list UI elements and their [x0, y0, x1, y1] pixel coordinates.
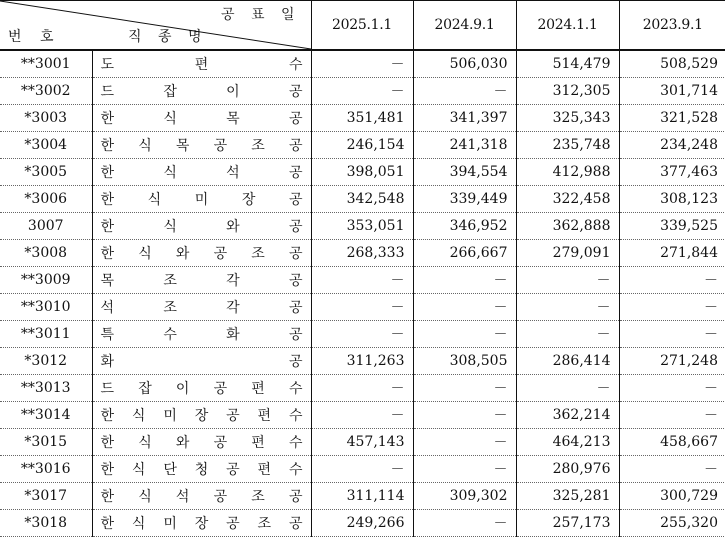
wage-value: － [311, 78, 413, 105]
job-name-text: 한 식 와 공 [100, 219, 303, 235]
wage-value: 246,154 [311, 132, 413, 159]
job-name-text: 드 잡 이 공 편 수 [100, 381, 303, 397]
wage-value: 508,529 [619, 50, 725, 78]
table-row [0, 321, 725, 348]
job-name-text: 한 식 석 공 조 공 [100, 489, 303, 505]
table-row [0, 375, 725, 402]
job-name-text: 도 편 수 [100, 57, 303, 73]
job-code: *3015 [0, 429, 92, 456]
wage-value: 271,248 [619, 348, 725, 375]
job-code: *3004 [0, 132, 92, 159]
job-name [92, 267, 311, 294]
table-row [0, 294, 725, 321]
wage-value: 235,748 [516, 132, 619, 159]
wage-value: － [311, 375, 413, 402]
wage-value: 351,481 [311, 105, 413, 132]
wage-value: 322,458 [516, 186, 619, 213]
wage-value: 325,281 [516, 483, 619, 510]
job-name [92, 483, 311, 510]
wage-value: 412,988 [516, 159, 619, 186]
job-code: *3018 [0, 510, 92, 537]
job-name-text: 석 조 각 공 [100, 300, 303, 316]
wage-value: 362,214 [516, 402, 619, 429]
job-code: **3014 [0, 402, 92, 429]
table-body [0, 50, 725, 537]
wage-value: 353,051 [311, 213, 413, 240]
wage-value: 325,343 [516, 105, 619, 132]
wage-value: － [311, 456, 413, 483]
job-code: **3016 [0, 456, 92, 483]
job-name [92, 186, 311, 213]
table-row [0, 78, 725, 105]
wage-value: 309,302 [413, 483, 516, 510]
table-row [0, 402, 725, 429]
wage-value: － [311, 321, 413, 348]
wage-value: － [413, 78, 516, 105]
wage-value: 339,449 [413, 186, 516, 213]
job-name-text: 한 식 목 공 조 공 [100, 138, 303, 154]
wage-value: － [413, 510, 516, 537]
job-name-text: 한 식 미 장 공 편 수 [100, 408, 303, 424]
table-row [0, 348, 725, 375]
job-name-text: 한 식 석 공 [100, 165, 303, 181]
job-code: **3009 [0, 267, 92, 294]
wage-value: － [516, 267, 619, 294]
table-row [0, 240, 725, 267]
date-header: 2024.1.1 [516, 0, 619, 50]
wage-value: － [311, 267, 413, 294]
job-code: **3013 [0, 375, 92, 402]
job-name [92, 50, 311, 78]
job-name-text: 한 식 와 공 조 공 [100, 246, 303, 262]
table-row [0, 510, 725, 537]
job-name [92, 294, 311, 321]
wage-value: 321,528 [619, 105, 725, 132]
job-code: **3011 [0, 321, 92, 348]
wage-value: 506,030 [413, 50, 516, 78]
wage-value: 301,714 [619, 78, 725, 105]
table-row [0, 213, 725, 240]
job-name-text: 한 식 미 장 공 조 공 [100, 516, 303, 532]
wage-value: 241,318 [413, 132, 516, 159]
job-name [92, 348, 311, 375]
wage-value: 346,952 [413, 213, 516, 240]
wage-value: 268,333 [311, 240, 413, 267]
wage-value: － [516, 294, 619, 321]
wage-value: 300,729 [619, 483, 725, 510]
corner-label-job: 직 종 명 [128, 29, 208, 45]
header-row [0, 0, 725, 50]
wage-value: － [413, 402, 516, 429]
job-code: *3017 [0, 483, 92, 510]
wage-value: 362,888 [516, 213, 619, 240]
job-name [92, 510, 311, 537]
date-header: 2023.9.1 [619, 0, 725, 50]
job-name [92, 105, 311, 132]
wage-value: － [619, 321, 725, 348]
table-row [0, 50, 725, 78]
job-code: *3003 [0, 105, 92, 132]
job-name-text: 한 식 단 청 공 편 수 [100, 462, 303, 478]
corner-header [0, 0, 311, 50]
job-code: **3010 [0, 294, 92, 321]
job-code: **3001 [0, 50, 92, 78]
job-code: *3008 [0, 240, 92, 267]
wage-value: 342,548 [311, 186, 413, 213]
wage-value: － [413, 375, 516, 402]
wage-value: 255,320 [619, 510, 725, 537]
corner-label-number: 번 호 [8, 29, 61, 45]
wage-value: － [413, 267, 516, 294]
table-row [0, 429, 725, 456]
wage-value: 308,505 [413, 348, 516, 375]
wage-value: － [619, 294, 725, 321]
job-name [92, 78, 311, 105]
job-name-text: 한 식 목 공 [100, 111, 303, 127]
wage-value: － [516, 321, 619, 348]
job-name-text: 드 잡 이 공 [100, 84, 303, 100]
wage-value: 249,266 [311, 510, 413, 537]
wage-value: 308,123 [619, 186, 725, 213]
wage-value: － [311, 402, 413, 429]
job-name [92, 402, 311, 429]
wage-value: 339,525 [619, 213, 725, 240]
job-code: *3006 [0, 186, 92, 213]
wage-value: 377,463 [619, 159, 725, 186]
wage-value: － [619, 456, 725, 483]
table-row [0, 105, 725, 132]
wage-value: 457,143 [311, 429, 413, 456]
wage-value: － [413, 321, 516, 348]
table-row [0, 483, 725, 510]
wage-value: － [311, 294, 413, 321]
wage-value: 257,173 [516, 510, 619, 537]
job-name-text: 화 공 [100, 354, 303, 370]
wage-value: 286,414 [516, 348, 619, 375]
wage-value: － [413, 294, 516, 321]
job-code: *3012 [0, 348, 92, 375]
table-row [0, 456, 725, 483]
wage-value: 280,976 [516, 456, 619, 483]
wage-value: 464,213 [516, 429, 619, 456]
job-name [92, 429, 311, 456]
job-name [92, 159, 311, 186]
wage-value: 266,667 [413, 240, 516, 267]
job-name-text: 한 식 미 장 공 [100, 192, 303, 208]
wage-value: 398,051 [311, 159, 413, 186]
wage-value: 271,844 [619, 240, 725, 267]
job-code: 3007 [0, 213, 92, 240]
wage-value: － [413, 456, 516, 483]
corner-label-date: 공 표 일 [221, 7, 301, 23]
job-name [92, 213, 311, 240]
wage-value: － [516, 375, 619, 402]
wage-value: 341,397 [413, 105, 516, 132]
wage-value: － [619, 375, 725, 402]
wage-value: 458,667 [619, 429, 725, 456]
wage-value: 234,248 [619, 132, 725, 159]
wage-value: － [619, 267, 725, 294]
wage-value: 311,114 [311, 483, 413, 510]
job-name [92, 240, 311, 267]
table-row [0, 132, 725, 159]
wage-value: － [311, 50, 413, 78]
job-name [92, 132, 311, 159]
date-header: 2025.1.1 [311, 0, 413, 50]
wage-value: － [413, 429, 516, 456]
wage-value: 279,091 [516, 240, 619, 267]
job-name [92, 456, 311, 483]
table-row [0, 159, 725, 186]
job-name-text: 한 식 와 공 편 수 [100, 435, 303, 451]
job-name [92, 321, 311, 348]
wage-value: － [619, 402, 725, 429]
job-name-text: 목 조 각 공 [100, 273, 303, 289]
table-row [0, 186, 725, 213]
job-code: **3002 [0, 78, 92, 105]
job-name-text: 특 수 화 공 [100, 327, 303, 343]
wage-value: 312,305 [516, 78, 619, 105]
date-header: 2024.9.1 [413, 0, 516, 50]
job-code: *3005 [0, 159, 92, 186]
wage-value: 394,554 [413, 159, 516, 186]
table-row [0, 267, 725, 294]
wage-value: 514,479 [516, 50, 619, 78]
job-name [92, 375, 311, 402]
wage-value: 311,263 [311, 348, 413, 375]
